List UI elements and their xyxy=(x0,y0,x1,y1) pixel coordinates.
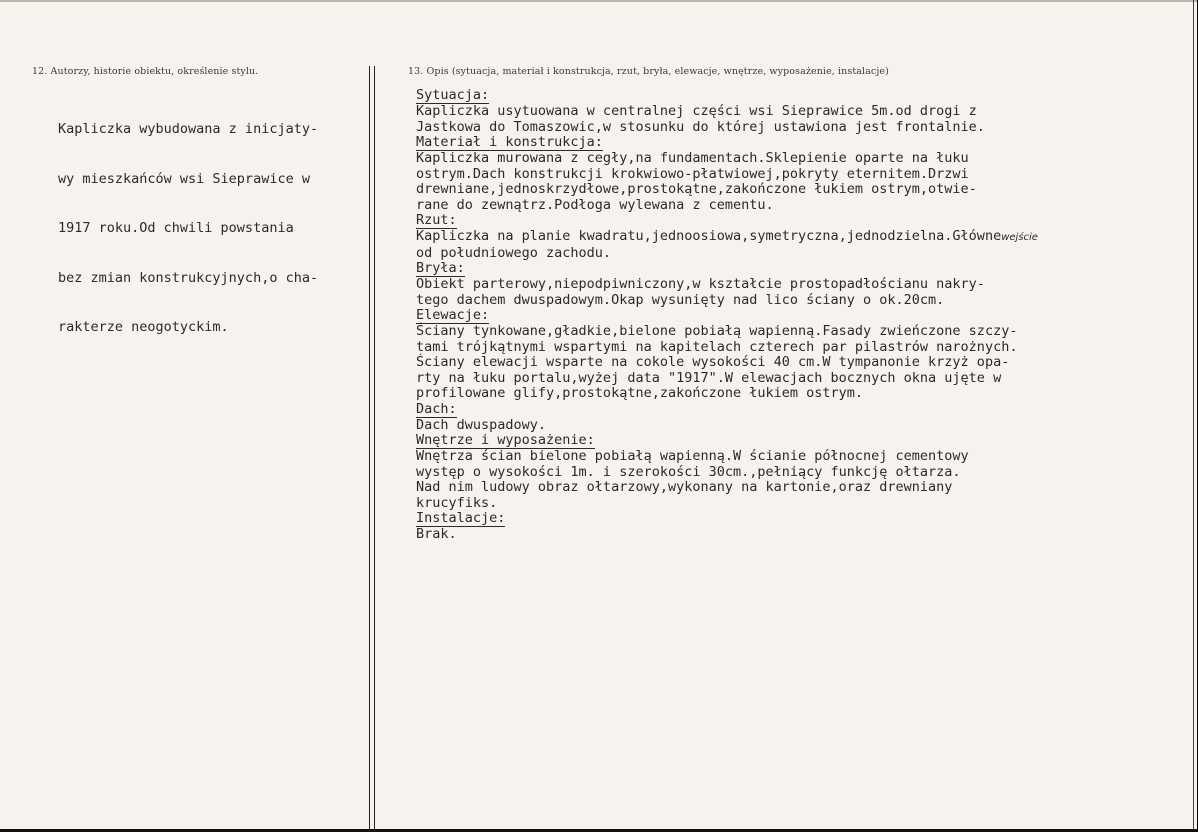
history-line: Kapliczka wybudowana z inicjaty- xyxy=(58,121,319,137)
description-text xyxy=(416,88,1176,543)
section-wnetrze xyxy=(416,433,1176,511)
section-line: Obiekt parterowy,niepodpiwniczony,w kształcie prostopadłościanu nakry- xyxy=(416,276,985,292)
section-bryla xyxy=(416,261,1176,308)
section-elewacje xyxy=(416,308,1176,402)
section-line: drewniane,jednoskrzydłowe,prostokątne,zakończone łukiem ostrym,otwie- xyxy=(416,181,977,197)
section-heading: Rzut: xyxy=(416,212,457,228)
section-dach xyxy=(416,402,1176,434)
section-sytuacja xyxy=(416,88,1176,135)
section-line: tami trójkątnymi wspartymi na kapitelach czterech par pilastrów narożnych. xyxy=(416,338,1018,355)
section-line: Dach dwuspadowy. xyxy=(416,416,547,433)
right-column-header: 13. Opis (sytuacja, materiał i konstrukcja, rzut, bryła, elewacje, wnętrze, wyposażenie, instalacje) xyxy=(408,66,889,77)
section-line: od południowego zachodu. xyxy=(416,244,612,261)
section-heading: Dach: xyxy=(416,400,457,417)
history-text xyxy=(58,88,364,369)
section-line: rty na łuku portalu,wyżej data "1917".W elewacjach bocznych okna ujęte w xyxy=(416,369,1002,386)
section-line: występ o wysokości 1m. i szerokości 30cm.,pełniący funkcję ołtarza. xyxy=(416,463,961,480)
column-divider xyxy=(369,66,370,832)
section-heading: Sytuacja: xyxy=(416,87,490,103)
section-line: profilowane glify,prostokątne,zakończone łukiem ostrym. xyxy=(416,385,864,401)
section-heading: Materiał i konstrukcja: xyxy=(416,134,603,150)
section-line: Kapliczka murowana z cegły,na fundamentach.Sklepienie oparte na łuku xyxy=(416,150,969,166)
section-line: ostrym.Dach konstrukcji krokwiowo-płatwiowej,pokryty eternitem.Drzwi xyxy=(416,165,969,182)
handwritten-note: wejście xyxy=(1001,232,1038,243)
right-inner-border xyxy=(1193,0,1194,832)
section-line: Wnętrza ścian bielone pobiałą wapienną.W ścianie północnej cementowy xyxy=(416,448,969,464)
section-line: Ściany tynkowane,gładkie,bielone pobiałą wapienną.Fasady zwieńczone szczy- xyxy=(416,323,1018,339)
history-line: 1917 roku.Od chwili powstania xyxy=(58,220,294,236)
section-heading: Wnętrze i wyposażenie: xyxy=(416,432,595,448)
history-line: rakterze neogotyckim. xyxy=(58,319,229,335)
section-material xyxy=(416,135,1176,213)
section-line: krucyfiks. xyxy=(416,494,498,511)
section-line: Brak. xyxy=(416,526,457,542)
section-line: Nad nim ludowy obraz ołtarzowy,wykonany na kartonie,oraz drewniany xyxy=(416,479,953,495)
section-line: rane do zewnątrz.Podłoga wylewana z cementu. xyxy=(416,196,774,213)
top-border xyxy=(0,0,1198,2)
section-line: tego dachem dwuspadowym.Okap wysunięty nad lico ściany o ok.20cm. xyxy=(416,291,945,308)
section-line: Kapliczka usytuowana w centralnej części wsi Sieprawice 5m.od drogi z xyxy=(416,103,977,119)
history-line: wy mieszkańców wsi Sieprawice w xyxy=(58,170,310,187)
section-heading: Elewacje: xyxy=(416,307,490,323)
history-line: bez zmian konstrukcyjnych,o cha- xyxy=(58,269,319,286)
section-rzut xyxy=(416,213,1176,261)
section-heading: Bryła: xyxy=(416,260,465,276)
section-line: Ściany elewacji wsparte na cokole wysokości 40 cm.W tympanonie krzyż opa- xyxy=(416,354,1010,370)
section-line: Jastkowa do Tomaszowic,w stosunku do której ustawiona jest frontalnie. xyxy=(416,118,985,135)
left-column-header: 12. Autorzy, historie obiektu, określenie stylu. xyxy=(32,66,259,77)
section-line-text: Kapliczka na planie kwadratu,jednoosiowa,symetryczna,jednodzielna.Główne xyxy=(416,228,1002,244)
column-divider-inner xyxy=(374,66,375,832)
section-line xyxy=(416,229,1176,246)
section-heading: Instalacje: xyxy=(416,510,506,526)
section-instalacje xyxy=(416,511,1176,543)
